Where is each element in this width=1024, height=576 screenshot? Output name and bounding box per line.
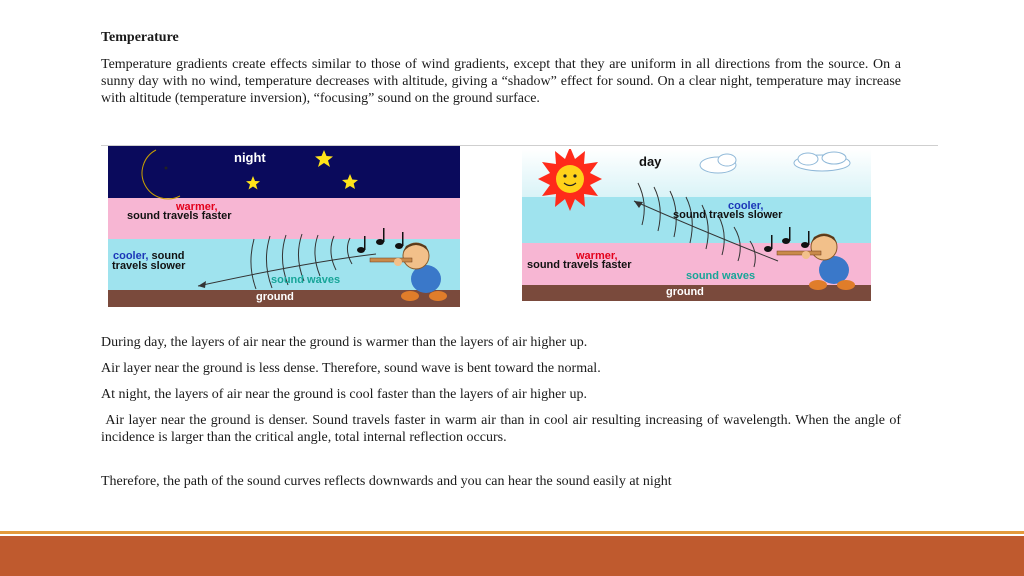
day-waves-label: sound waves bbox=[686, 270, 756, 282]
paragraph-denser: Air layer near the ground is denser. Sound travels faster in warm air than in cool air resulting increasing of wavelength. When the angle of incidence is larger than the critical angle, total internal reflection occurs. bbox=[101, 413, 901, 446]
section-heading: Temperature bbox=[101, 30, 179, 45]
moon-eye bbox=[165, 167, 168, 170]
day-warm-text: sound travels faster bbox=[527, 259, 632, 271]
night-waves-label: sound waves bbox=[271, 274, 341, 286]
night-title: night bbox=[234, 150, 266, 165]
paragraph-day-layers: During day, the layers of air near the ground is warmer than the layers of air higher up. bbox=[101, 335, 588, 350]
day-ground-label: ground bbox=[666, 286, 704, 298]
footer-accent-line bbox=[0, 531, 1024, 534]
night-cool-text-b: travels slower bbox=[112, 260, 186, 272]
night-cool-label: cooler, bbox=[113, 250, 149, 262]
cloud-icon bbox=[794, 152, 850, 171]
paragraph-conclusion: Therefore, the path of the sound curves reflects downwards and you can hear the sound easily at night bbox=[101, 474, 672, 489]
night-warm-text: sound travels faster bbox=[127, 210, 232, 222]
day-cool-label: cooler, bbox=[728, 200, 764, 212]
night-cool-text-a: sound bbox=[148, 250, 185, 262]
day-cool-text: sound travels slower bbox=[673, 209, 783, 221]
day-title: day bbox=[639, 154, 662, 169]
night-warm-label: warmer, bbox=[176, 201, 218, 213]
footer-bar bbox=[0, 536, 1024, 576]
night-sky bbox=[108, 146, 460, 198]
day-figure bbox=[522, 149, 871, 301]
paragraph-less-dense: Air layer near the ground is less dense. Therefore, sound wave is bent toward the normal. bbox=[101, 361, 601, 376]
paragraph-night-layers: At night, the layers of air near the ground is cool faster than the layers of air higher up. bbox=[101, 387, 587, 402]
day-warm-label: warmer, bbox=[576, 250, 618, 262]
night-ground-label: ground bbox=[256, 291, 294, 303]
night-figure bbox=[108, 146, 460, 307]
intro-paragraph: Temperature gradients create effects similar to those of wind gradients, except that they are uniform in all directions from the source. On a sunny day with no wind, temperature decreases with altitude, giving a “shadow” effect for sound. On a clear night, temperature may increase with altitude (temperature inversion), “focusing” sound on the ground surface. bbox=[101, 57, 901, 107]
